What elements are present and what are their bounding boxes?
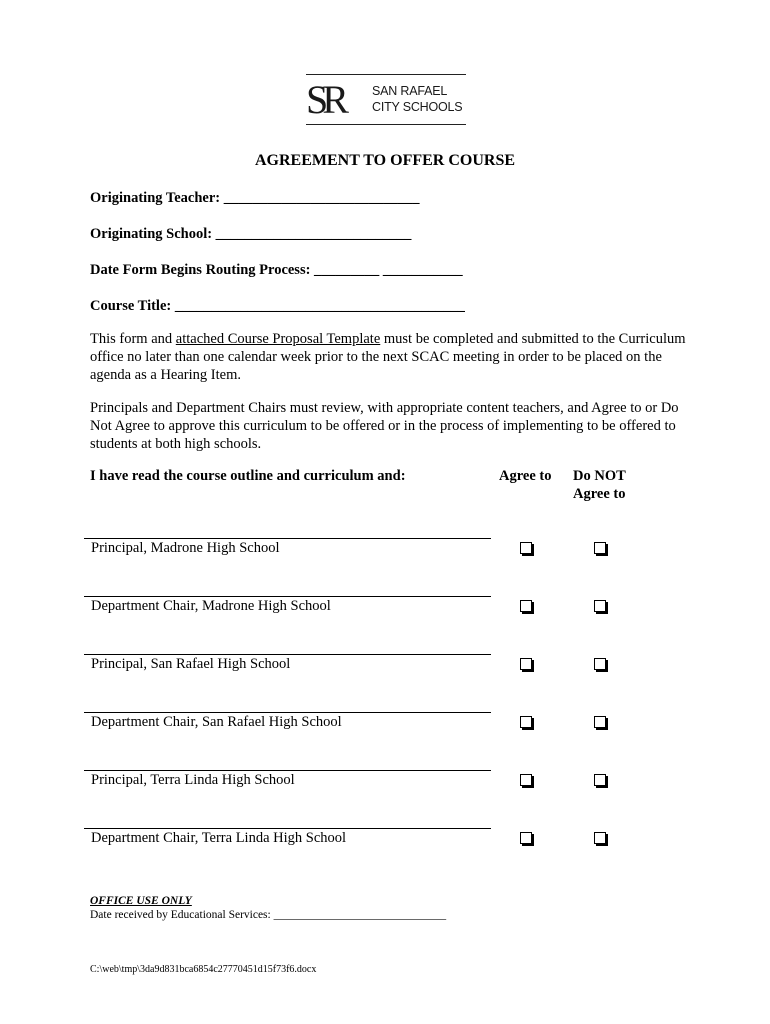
logo-bottom-rule xyxy=(306,124,466,125)
agree-checkbox[interactable] xyxy=(520,716,532,728)
agree-checkbox[interactable] xyxy=(520,600,532,612)
signatory-label: Principal, Madrone High School xyxy=(91,540,280,556)
do-not-agree-checkbox[interactable] xyxy=(594,774,606,786)
logo-line-1: SAN RAFAEL xyxy=(372,84,448,98)
signature-line[interactable] xyxy=(84,770,491,771)
signatory-label: Department Chair, Madrone High School xyxy=(91,598,331,614)
do-not-agree-checkbox[interactable] xyxy=(594,716,606,728)
review-paragraph: Principals and Department Chairs must review, with appropriate content teachers, and Agree to or Do Not Agree to approve this curriculum to be offered or in the process of implementing to be offered to students at both high schools. xyxy=(90,400,679,452)
course-proposal-template-link[interactable]: attached Course Proposal Template xyxy=(175,331,381,347)
agree-checkbox[interactable] xyxy=(520,774,532,786)
signature-line[interactable] xyxy=(84,654,491,655)
agree-checkbox[interactable] xyxy=(520,658,532,670)
date-received-field[interactable]: Date received by Educational Services: ______________________________ xyxy=(90,909,447,921)
document-path: C:\web\tmp\3da9d831bca6854c27770451d15f73f6.docx xyxy=(90,964,317,975)
signatory-label: Department Chair, Terra Linda High School xyxy=(91,830,347,846)
logo-top-rule xyxy=(306,74,466,75)
logo-line-2: CITY SCHOOLS xyxy=(372,100,463,114)
agree-checkbox[interactable] xyxy=(520,832,532,844)
office-use-only-heading: OFFICE USE ONLY xyxy=(90,895,192,907)
logo-monogram: SR xyxy=(306,77,343,122)
logo-text xyxy=(372,83,462,115)
agree-header: Agree to xyxy=(499,468,552,484)
course-title-field[interactable]: Course Title: ________________________________________ xyxy=(90,298,465,314)
signature-line[interactable] xyxy=(84,828,491,829)
signatory-label: Principal, San Rafael High School xyxy=(91,656,291,672)
form-title: AGREEMENT TO OFFER COURSE xyxy=(254,152,516,169)
routing-date-field[interactable]: Date Form Begins Routing Process: _________ ___________ xyxy=(90,262,463,278)
signature-line[interactable] xyxy=(84,538,491,539)
do-not-agree-header-line2: Agree to xyxy=(573,486,626,502)
agree-checkbox[interactable] xyxy=(520,542,532,554)
para1-before: This form and xyxy=(90,331,176,347)
do-not-agree-header xyxy=(573,467,626,503)
statement-header: I have read the course outline and curriculum and: xyxy=(90,468,406,484)
do-not-agree-checkbox[interactable] xyxy=(594,832,606,844)
signatory-label: Department Chair, San Rafael High School xyxy=(91,714,342,730)
signature-line[interactable] xyxy=(84,596,491,597)
district-logo xyxy=(306,72,468,128)
para1-after: must be completed and submitted to the Curriculum office no later than one calendar week prior to the next SCAC meeting in order to be placed on the agenda as a Hearing Item. xyxy=(90,331,686,383)
do-not-agree-header-line1: Do NOT xyxy=(573,468,626,484)
signatory-label: Principal, Terra Linda High School xyxy=(91,772,295,788)
originating-teacher-field[interactable]: Originating Teacher: ___________________________ xyxy=(90,190,420,206)
do-not-agree-checkbox[interactable] xyxy=(594,542,606,554)
signature-line[interactable] xyxy=(84,712,491,713)
instructions-paragraph xyxy=(90,330,690,384)
originating-school-field[interactable]: Originating School: ___________________________ xyxy=(90,226,412,242)
do-not-agree-checkbox[interactable] xyxy=(594,658,606,670)
do-not-agree-checkbox[interactable] xyxy=(594,600,606,612)
